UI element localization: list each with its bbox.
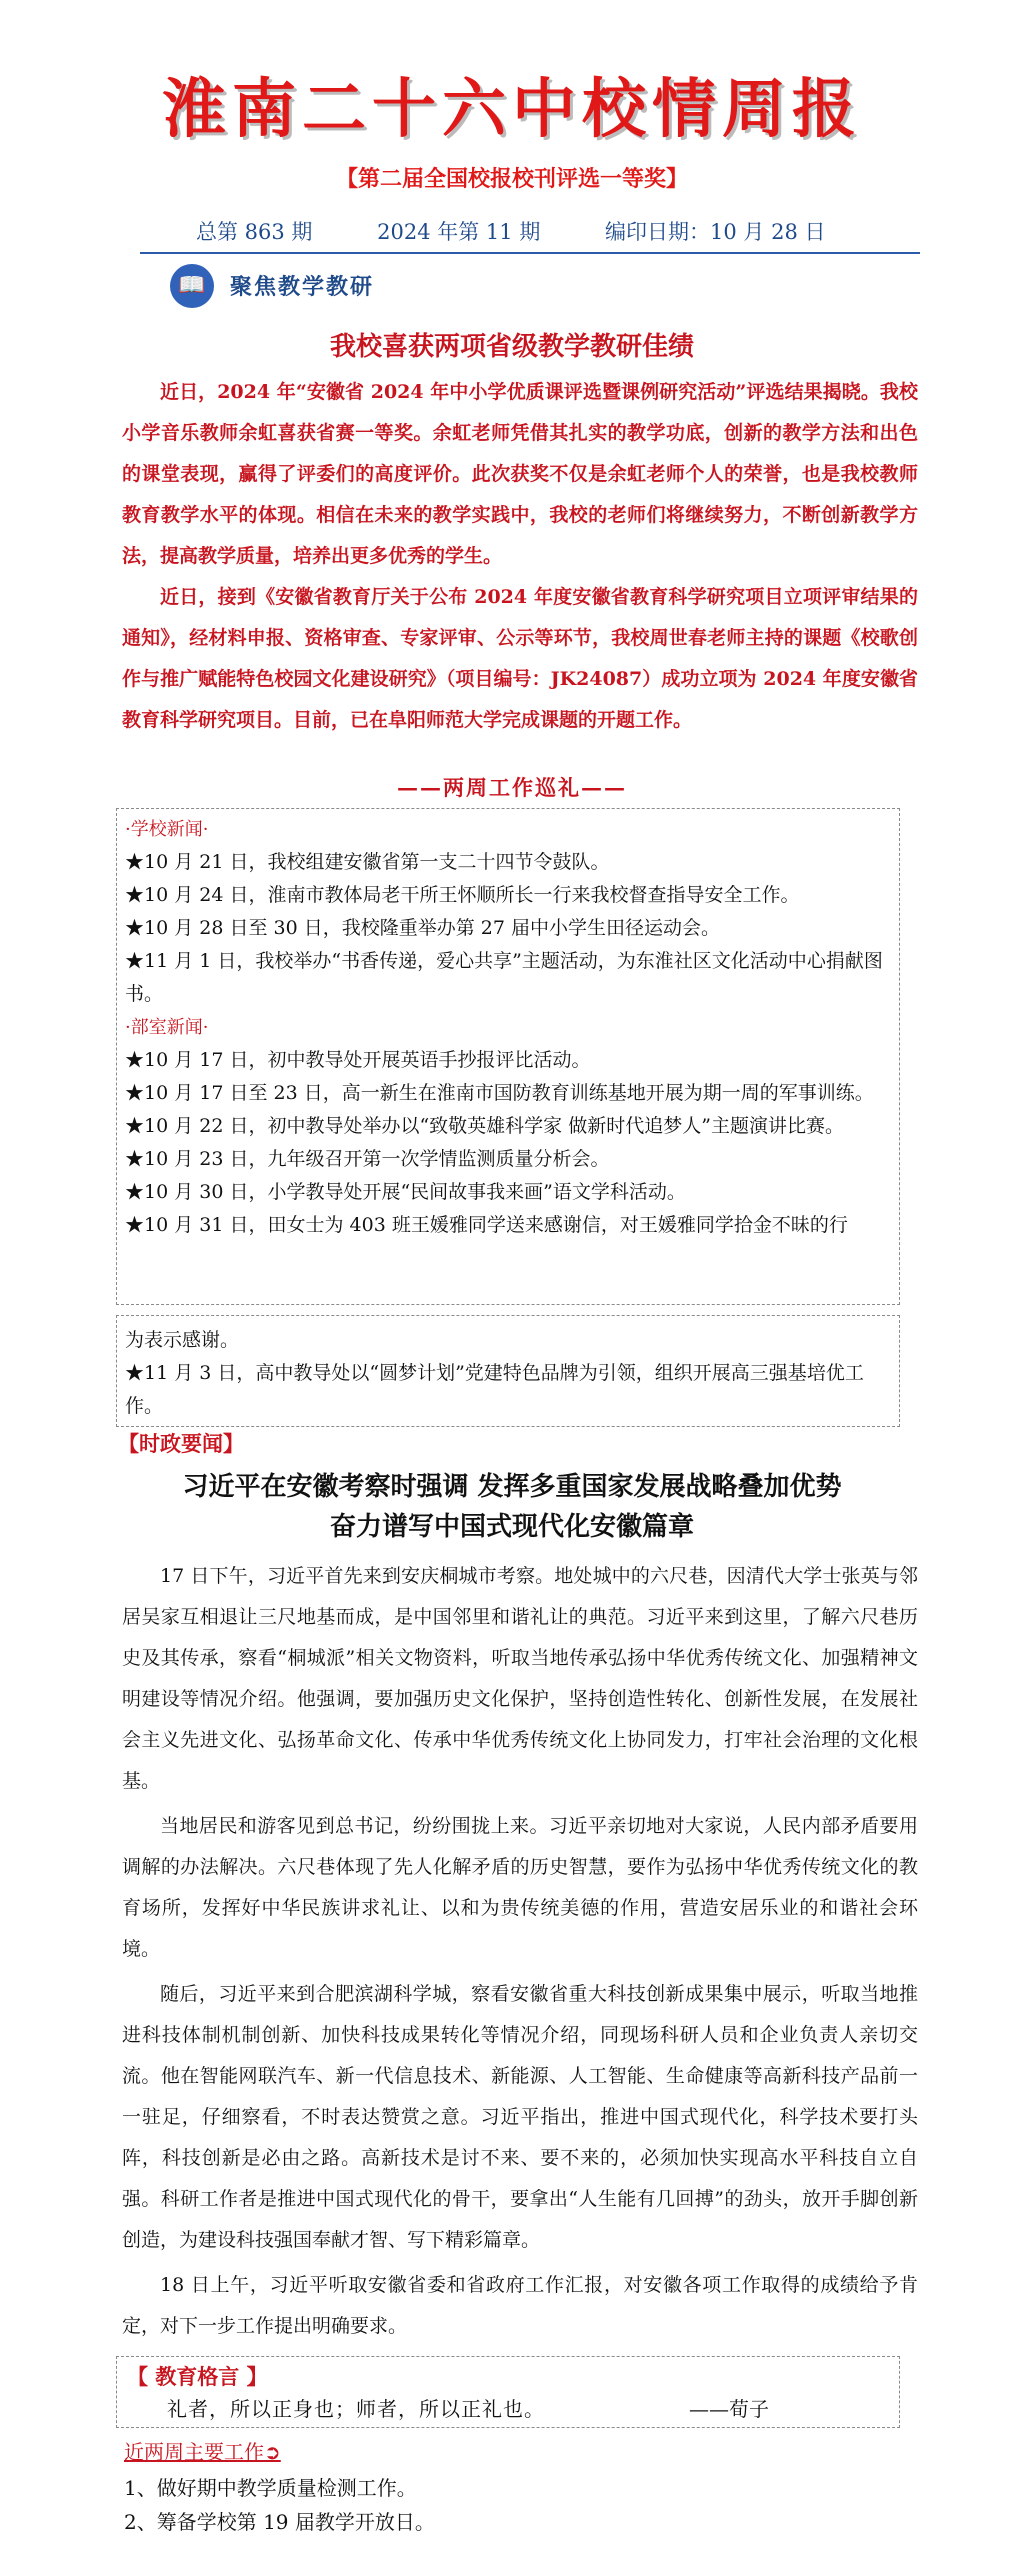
news-paragraph: 当地居民和游客见到总书记，纷纷围拢上来。习近平亲切地对大家说，人民内部矛盾要用调解的办法解决。六尺巷体现了先人化解矛盾的历史智慧，要作为弘扬中华优秀传统文化的教育场所，发挥好中华民族讲求礼让、以和为贵传统美德的作用，营造安居乐业的和谐社会环境。 [122,1815,918,1960]
dept-news-label: ·部室新闻· [125,1017,209,1038]
recent-work-title-text: 近两周主要工作 [124,2440,264,2464]
news-paragraph: 18 日上午，习近平听取安徽省委和省政府工作汇报，对安徽各项工作取得的成绩给予肯定，对下一步工作提出明确要求。 [122,2274,918,2337]
motto-label: 【 教育格言 】 [127,2364,268,2389]
motto-text: 礼者，所以正身也；师者，所以正礼也。 [167,2397,545,2421]
recent-work-title [124,2436,281,2465]
news-title-line2: 奋力谱写中国式现代化安徽篇章 [329,1512,694,1542]
list-item: ★10 月 30 日，小学教导处开展“民间故事我来画”语文学科活动。 [125,1181,686,1203]
section-title: 聚焦教学教研 [230,274,375,300]
news-title-line1: 习近平在安徽考察时强调 发挥多重国家发展战略叠加优势 [182,1472,842,1502]
list-item: ★10 月 24 日，淮南市教体局老干所王怀顺所长一行来我校督查指导安全工作。 [125,884,800,906]
red-article [122,372,918,741]
list-item: ★10 月 17 日，初中教导处开展英语手抄报评比活动。 [125,1049,591,1071]
motto-author: ——荀子 [689,2397,769,2421]
list-item: ★10 月 28 日至 30 日，我校隆重举办第 27 届中小学生田径运动会。 [125,917,720,939]
news-article [122,1556,918,2351]
news-label: 【时政要闻】 [118,1431,244,1456]
issue-year: 2024 年第 11 期 [377,220,541,244]
two-week-box-continued [116,1315,900,1427]
list-item-continued: 为表示感谢。 [125,1329,240,1351]
school-news-label: ·学校新闻· [125,819,209,840]
header-rule [140,252,920,254]
news-paragraph: 17 日下午，习近平首先来到安庆桐城市考察。地处城中的六尺巷，因清代大学士张英与邻居吴家互相退让三尺地基而成，是中国邻里和谐礼让的典范。习近平来到这里，了解六尺巷历史及其传承，察看“桐城派”相关文物资料，听取当地传承弘扬中华优秀传统文化、加强精神文明建设等情况介绍。他强调，要加强历史文化保护，坚持创造性转化、创新性发展，在发展社会主义先进文化、弘扬革命文化、传承中华优秀传统文化上协同发力，打牢社会治理的文化根基。 [122,1565,918,1792]
book-icon: 📖 [170,264,214,308]
award-line: 【第二届全国校报校刊评选一等奖】 [335,167,688,192]
list-item: ★11 月 3 日，高中教导处以“圆梦计划”党建特色品牌为引领，组织开展高三强基培优工作。 [125,1362,864,1417]
recent-work-item: 2、筹备学校第 19 届教学开放日。 [124,2510,435,2534]
news-paragraph: 随后，习近平来到合肥滨湖科学城，察看安徽省重大科技创新成果集中展示，听取当地推进科技体制机制创新、加快科技成果转化等情况介绍，同现场科研人员和企业负责人亲切交流。他在智能网联汽车、新一代信息技术、新能源、人工智能、生命健康等高新科技产品前一一驻足，仔细察看，不时表达赞赏之意。习近平指出，推进中国式现代化，科学技术要打头阵，科技创新是必由之路。高新技术是讨不来、要不来的，必须加快实现高水平科技自立自强。科研工作者是推进中国式现代化的骨干，要拿出“人生能有几回搏”的劲头，放开手脚创新创造，为建设科技强国奉献才智、写下精彩篇章。 [122,1983,918,2251]
masthead-title: 淮南二十六中校情周报 [162,73,862,147]
red-paragraph: 近日，2024 年“安徽省 2024 年中小学优质课评选暨课例研究活动”评选结果揭晓。我校小学音乐教师余虹喜获省赛一等奖。余虹老师凭借其扎实的教学功底，创新的教学方法和出色的课堂表现，赢得了评委们的高度评价。此次获奖不仅是余虹老师个人的荣誉，也是我校教师教育教学水平的体现。相信在未来的教学实践中，我校的老师们将继续努力，不断创新教学方法，提高教学质量，培养出更多优秀的学生。 [122,381,918,567]
list-item: ★10 月 22 日，初中教导处举办以“致敬英雄科学家 做新时代追梦人”主题演讲比赛。 [125,1115,844,1137]
arrow-right-icon: ➲ [264,2440,281,2464]
headline: 我校喜获两项省级教学教研佳绩 [329,332,694,362]
list-item: ★10 月 17 日至 23 日，高一新生在淮南市国防教育训练基地开展为期一周的军事训练。 [125,1082,874,1104]
red-paragraph: 近日，接到《安徽省教育厅关于公布 2024 年度安徽省教育科学研究项目立项评审结果的通知》，经材料申报、资格审查、专家评审、公示等环节，我校周世春老师主持的课题《校歌创作与推广赋能特色校园文化建设研究》（项目编号：JK24087）成功立项为 2024 年度安徽省教育科学研究项目。目前，已在阜阳师范大学完成课题的开题工作。 [122,586,918,731]
list-item: ★10 月 21 日，我校组建安徽省第一支二十四节令鼓队。 [125,851,610,873]
list-item: ★10 月 23 日，九年级召开第一次学情监测质量分析会。 [125,1148,610,1170]
two-week-title: ——两周工作巡礼—— [397,775,627,800]
list-item: ★11 月 1 日，我校举办“书香传递，爱心共享”主题活动，为东淮社区文化活动中心捐献图书。 [125,950,883,1005]
list-item: ★10 月 31 日，田女士为 403 班王媛雅同学送来感谢信，对王媛雅同学拾金不昧的行 [125,1214,848,1236]
print-date: 编印日期：10 月 28 日 [605,220,826,244]
two-week-box [116,808,900,1305]
issue-info [196,216,883,246]
recent-work-item: 1、做好期中教学质量检测工作。 [124,2476,417,2500]
issue-total: 总第 863 期 [196,220,313,244]
motto-box [116,2356,900,2428]
